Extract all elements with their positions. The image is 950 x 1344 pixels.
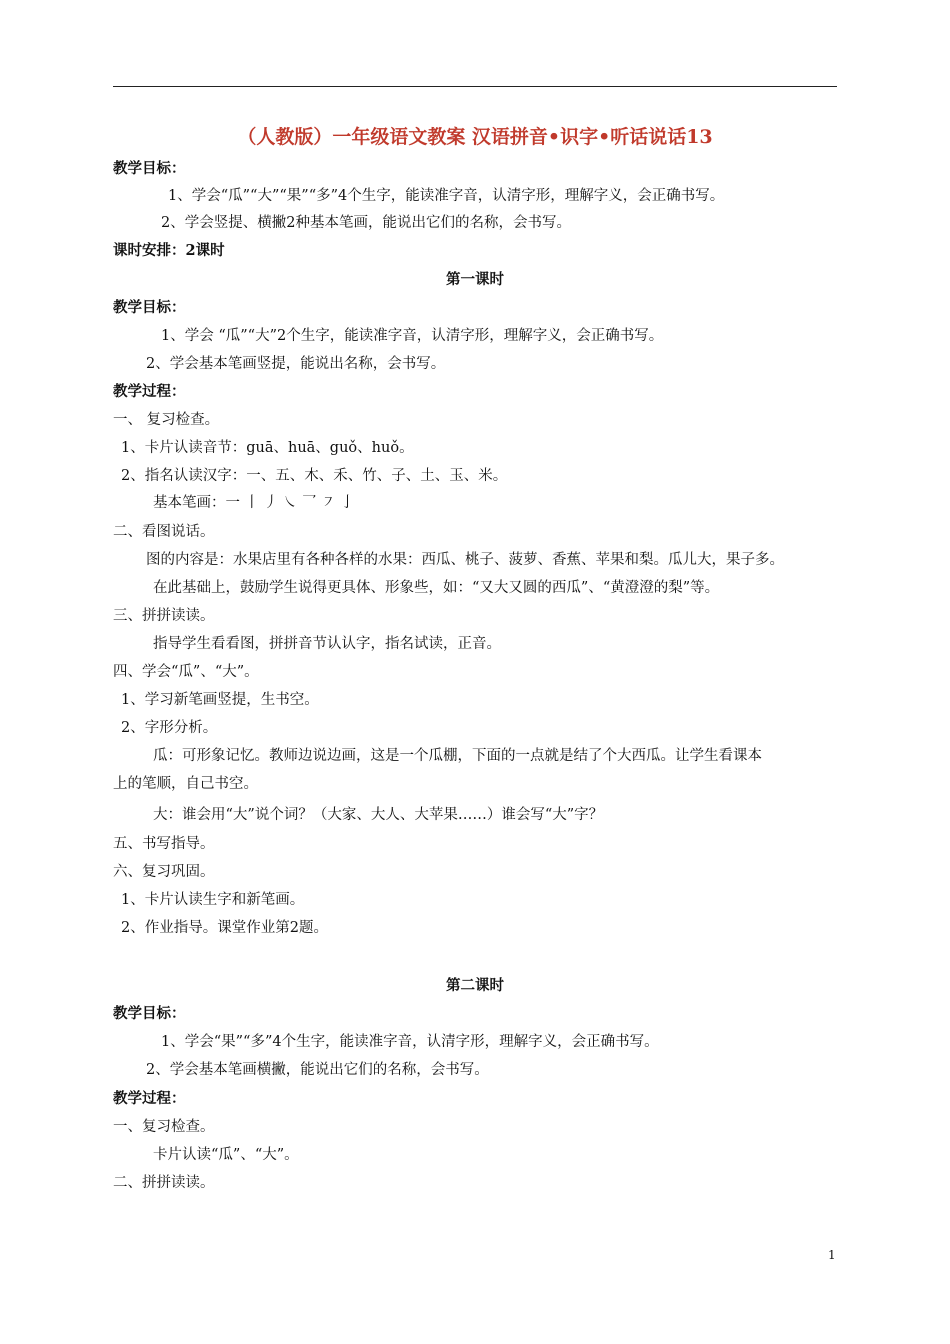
process-line: 五、书写指导。 <box>113 836 215 852</box>
heading-objectives: 教学目标： <box>113 299 186 316</box>
process-line: 1、学习新笔画竖提，生书空。 <box>121 692 319 708</box>
process-line: 四、学会“瓜”、“大”。 <box>113 664 259 680</box>
process-line: 二、拼拼读读。 <box>113 1175 215 1191</box>
process-line: 二、看图说话。 <box>113 524 215 540</box>
strokes-line: 基本笔画：一 丨 丿 ㇏ 乛 ㇇ 亅 <box>153 495 355 511</box>
heading-process: 教学过程： <box>113 1090 186 1107</box>
process-line: 大：谁会用“大”说个词？（大家、大人、大苹果……）谁会写“大”字？ <box>153 807 604 823</box>
process-line: 2、作业指导。课堂作业第2题。 <box>121 920 328 936</box>
process-line: 上的笔顺，自己书空。 <box>113 776 258 792</box>
section-heading-lesson-2: 第二课时 <box>446 977 504 994</box>
heading-objectives: 教学目标： <box>113 160 186 177</box>
schedule-line: 课时安排：2课时 <box>113 242 225 259</box>
objective-line: 1、学会“瓜”“大”“果”“多”4个生字，能读准字音，认清字形，理解字义，会正确书写。 <box>168 188 725 204</box>
process-line: 一、 复习检查。 <box>113 412 220 428</box>
process-line: 2、指名认读汉字：一、五、木、禾、竹、子、土、玉、米。 <box>121 468 508 484</box>
process-line: 六、复习巩固。 <box>113 864 215 880</box>
process-line: 一、复习检查。 <box>113 1119 215 1135</box>
objective-line: 2、学会基本笔画横撇，能说出它们的名称，会书写。 <box>146 1062 489 1078</box>
heading-objectives: 教学目标： <box>113 1005 186 1022</box>
page-number: 1 <box>828 1248 836 1262</box>
process-line: 瓜：可形象记忆。教师边说边画，这是一个瓜棚，下面的一点就是结了个大西瓜。让学生看课本 <box>153 748 762 764</box>
process-line: 在此基础上，鼓励学生说得更具体、形象些，如：“又大又圆的西瓜”、“黄澄澄的梨”等。 <box>153 580 720 596</box>
document-title: （人教版）一年级语文教案 汉语拼音•识字•听话说话13 <box>237 126 713 148</box>
heading-process: 教学过程： <box>113 383 186 400</box>
objective-line: 2、学会基本笔画竖提，能说出名称，会书写。 <box>146 356 446 372</box>
objective-line: 1、学会 “瓜”“大”2个生字，能读准字音，认清字形，理解字义，会正确书写。 <box>161 328 664 344</box>
header-rule <box>113 86 837 87</box>
section-heading-lesson-1: 第一课时 <box>446 271 504 288</box>
process-line: 卡片认读“瓜”、“大”。 <box>153 1147 299 1163</box>
process-line: 三、拼拼读读。 <box>113 608 215 624</box>
process-line: 1、卡片认读生字和新笔画。 <box>121 892 305 908</box>
process-line: 2、字形分析。 <box>121 720 218 736</box>
process-line: 指导学生看看图，拼拼音节认认字，指名试读，正音。 <box>153 636 501 652</box>
objective-line: 2、学会竖提、横撇2种基本笔画，能说出它们的名称，会书写。 <box>161 215 571 231</box>
process-line: 图的内容是：水果店里有各种各样的水果：西瓜、桃子、菠萝、香蕉、苹果和梨。瓜儿大，果子多。 <box>146 552 784 568</box>
process-line: 1、卡片认读音节：guā、huā、guǒ、huǒ。 <box>121 440 414 456</box>
objective-line: 1、学会“果”“多”4个生字，能读准字音，认清字形，理解字义，会正确书写。 <box>161 1034 659 1050</box>
